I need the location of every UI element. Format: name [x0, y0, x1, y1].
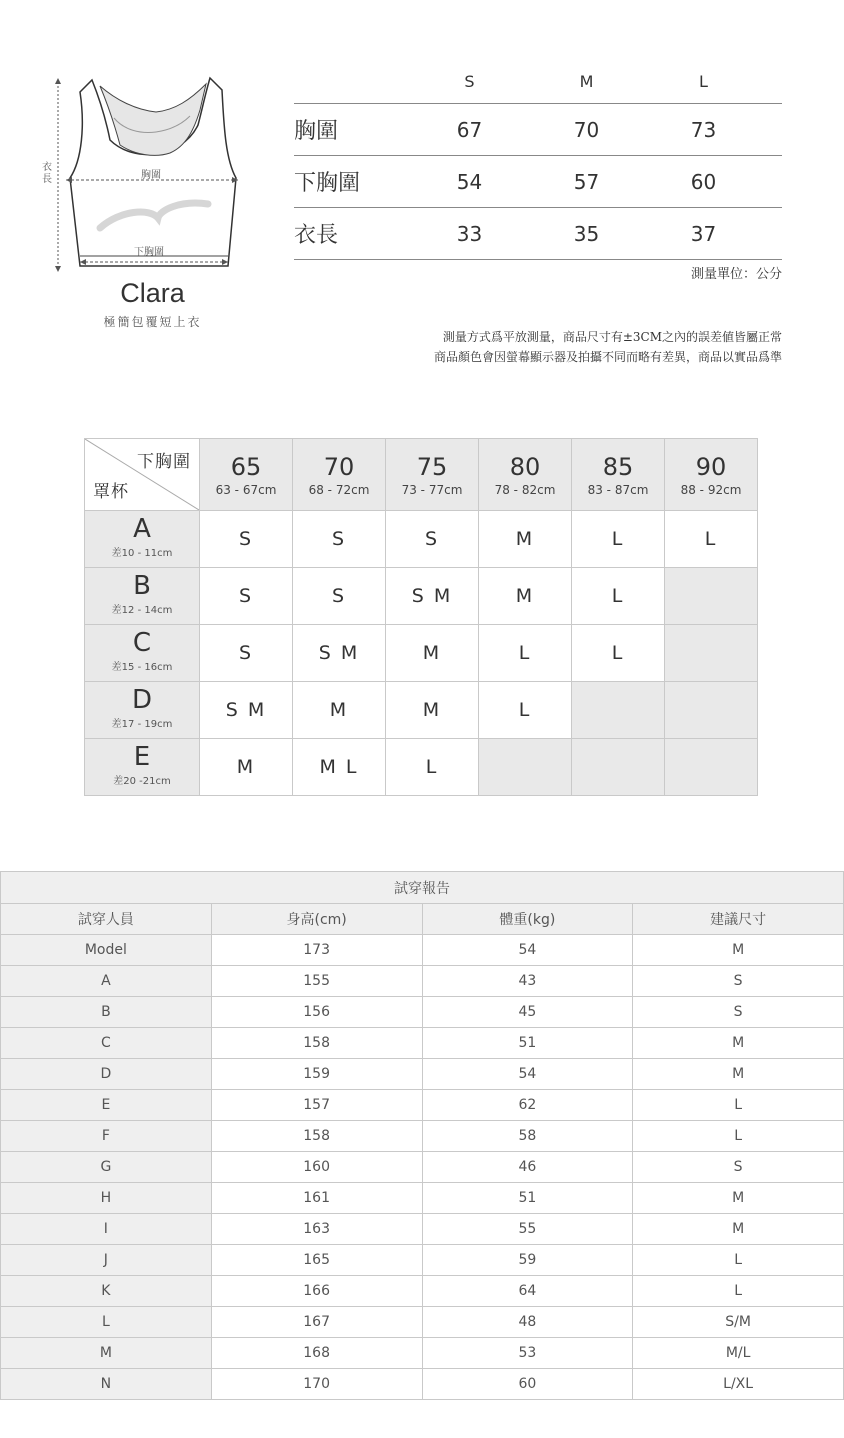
cup-size-cell: M [479, 568, 572, 625]
fit-weight: 45 [422, 997, 633, 1028]
measurement-value: 37 [690, 221, 717, 246]
fit-height: 158 [211, 1028, 422, 1059]
measurement-value: 33 [456, 221, 483, 246]
fit-weight: 51 [422, 1183, 633, 1214]
fit-size: S [633, 997, 844, 1028]
band-number: 75 [416, 452, 448, 481]
cup-size-cell: M L [293, 739, 386, 796]
table-row [1, 1214, 844, 1245]
cup-size-cell: L [572, 568, 665, 625]
measurement-value: 35 [573, 221, 600, 246]
cup-size-cell: S [200, 625, 293, 682]
fit-height: 161 [211, 1183, 422, 1214]
cup-size-cell: S [293, 568, 386, 625]
fit-tester: J [1, 1245, 212, 1276]
corner-label-underbust: 下胸圍 [137, 452, 191, 472]
underbust-label: 下胸圍 [134, 247, 164, 258]
size-header: S [464, 72, 475, 91]
cup-size-cell: L [665, 511, 758, 568]
cup-letter: E [133, 742, 151, 772]
fit-tester: D [1, 1059, 212, 1090]
fit-height: 158 [211, 1121, 422, 1152]
fit-height: 159 [211, 1059, 422, 1090]
fit-height: 168 [211, 1338, 422, 1369]
measurement-row [294, 104, 782, 156]
fit-size: M [633, 1183, 844, 1214]
cup-size-cell: L [479, 682, 572, 739]
table-row [1, 1152, 844, 1183]
cup-size-cell: S M [386, 568, 479, 625]
cup-size-cell: L [479, 625, 572, 682]
fit-size: L [633, 1121, 844, 1152]
fit-height: 160 [211, 1152, 422, 1183]
fit-height: 173 [211, 935, 422, 966]
measurement-row [294, 208, 782, 260]
fit-height: 157 [211, 1090, 422, 1121]
fit-height: 166 [211, 1276, 422, 1307]
fit-size: M [633, 935, 844, 966]
fit-weight: 64 [422, 1276, 633, 1307]
band-header [572, 439, 665, 511]
cup-cell-empty [665, 568, 758, 625]
cup-letter: C [132, 628, 152, 658]
fit-height: 163 [211, 1214, 422, 1245]
measurement-value: 73 [690, 117, 717, 142]
fit-size: M [633, 1028, 844, 1059]
table-row [1, 1245, 844, 1276]
cup-row-e [85, 739, 758, 796]
cup-cell-empty [572, 739, 665, 796]
cup-row-d [85, 682, 758, 739]
size-header: M [579, 72, 594, 91]
product-name: Clara [120, 278, 185, 308]
cup-difference: 差20 -21cm [113, 776, 171, 787]
cup-letter: B [133, 571, 151, 601]
size-info-section [0, 0, 844, 390]
cup-letter: A [133, 514, 151, 544]
fit-weight: 62 [422, 1090, 633, 1121]
cup-size-chart [84, 438, 758, 796]
cup-size-cell: S [200, 511, 293, 568]
fit-size: L/XL [633, 1369, 844, 1400]
cup-size-cell: M [479, 511, 572, 568]
band-number: 65 [230, 452, 262, 481]
cup-row-c [85, 625, 758, 682]
measurement-value: 54 [456, 169, 483, 194]
table-row [1, 1059, 844, 1090]
table-row [1, 997, 844, 1028]
size-header: L [699, 72, 708, 91]
measurement-value: 60 [690, 169, 717, 194]
measurement-table [294, 60, 782, 260]
fit-weight: 43 [422, 966, 633, 997]
fit-header-height: 身高(cm) [211, 904, 422, 935]
fit-tester: A [1, 966, 212, 997]
fit-size: S [633, 966, 844, 997]
fit-tester: E [1, 1090, 212, 1121]
cup-difference: 差10 - 11cm [111, 548, 173, 559]
fit-weight: 60 [422, 1369, 633, 1400]
band-range: 83 - 87cm [587, 482, 649, 497]
measurement-value: 67 [456, 117, 483, 142]
cup-cell-empty [665, 682, 758, 739]
fit-report-title-row [1, 872, 844, 904]
fit-tester: C [1, 1028, 212, 1059]
cup-header [85, 739, 200, 796]
fit-tester: B [1, 997, 212, 1028]
cup-header [85, 682, 200, 739]
measurement-note-line: 測量方式爲平放測量，商品尺寸有±3CM之內的誤差値皆屬正常 [442, 330, 782, 344]
band-header [386, 439, 479, 511]
fit-height: 156 [211, 997, 422, 1028]
cup-cell-empty [665, 739, 758, 796]
fit-report-body [1, 935, 844, 1400]
fit-weight: 46 [422, 1152, 633, 1183]
fit-size: L [633, 1276, 844, 1307]
fit-size: M/L [633, 1338, 844, 1369]
table-row [1, 1276, 844, 1307]
table-row [1, 1183, 844, 1214]
cup-size-cell: M [386, 625, 479, 682]
table-row [1, 1121, 844, 1152]
fit-weight: 51 [422, 1028, 633, 1059]
cup-letter: D [131, 685, 153, 715]
fit-weight: 53 [422, 1338, 633, 1369]
table-row [1, 1090, 844, 1121]
band-range: 88 - 92cm [680, 482, 742, 497]
fit-weight: 54 [422, 1059, 633, 1090]
fit-height: 167 [211, 1307, 422, 1338]
fit-size: S [633, 1152, 844, 1183]
fit-header-tester: 試穿人員 [1, 904, 212, 935]
fit-tester: K [1, 1276, 212, 1307]
band-number: 80 [509, 452, 541, 481]
cup-chart-body [85, 511, 758, 796]
fit-size: L [633, 1245, 844, 1276]
fit-height: 165 [211, 1245, 422, 1276]
measurement-value: 70 [573, 117, 600, 142]
cup-header [85, 625, 200, 682]
cup-size-cell: L [386, 739, 479, 796]
band-header [293, 439, 386, 511]
cup-size-cell: M [386, 682, 479, 739]
band-range: 68 - 72cm [308, 482, 370, 497]
fit-tester: Model [1, 935, 212, 966]
fit-header-size: 建議尺寸 [633, 904, 844, 935]
corner-label-cup: 罩杯 [93, 482, 129, 502]
band-range: 73 - 77cm [401, 482, 463, 497]
cup-row-b [85, 568, 758, 625]
fit-header-weight: 體重(kg) [422, 904, 633, 935]
cup-size-cell: S [200, 568, 293, 625]
measurement-note [434, 327, 782, 367]
cup-chart-corner [85, 439, 200, 511]
fit-weight: 48 [422, 1307, 633, 1338]
cup-chart-header-row [85, 439, 758, 511]
measurement-label: 胸圍 [294, 119, 339, 144]
fit-height: 170 [211, 1369, 422, 1400]
fit-tester: F [1, 1121, 212, 1152]
length-label: 衣長 [42, 162, 52, 185]
fit-weight: 55 [422, 1214, 633, 1245]
cup-size-cell: M [200, 739, 293, 796]
fit-tester: H [1, 1183, 212, 1214]
fit-report-table [0, 871, 844, 1400]
cup-header [85, 568, 200, 625]
bust-label: 胸圍 [141, 170, 161, 181]
measurement-row [294, 156, 782, 208]
cup-size-cell: M [293, 682, 386, 739]
fit-weight: 54 [422, 935, 633, 966]
measurement-value: 57 [573, 169, 600, 194]
cup-row-a [85, 511, 758, 568]
cup-size-cell: S [293, 511, 386, 568]
band-header [665, 439, 758, 511]
band-number: 70 [323, 452, 355, 481]
cup-difference: 差12 - 14cm [111, 605, 173, 616]
cup-size-cell: S M [200, 682, 293, 739]
fit-weight: 58 [422, 1121, 633, 1152]
band-header [200, 439, 293, 511]
product-subtitle: 極簡包覆短上衣 [103, 315, 202, 329]
cup-difference: 差15 - 16cm [111, 662, 173, 673]
fit-report-title: 試穿報告 [1, 872, 844, 904]
fit-tester: G [1, 1152, 212, 1183]
measurement-header-row [294, 60, 782, 104]
band-number: 90 [695, 452, 727, 481]
cup-size-cell: L [572, 511, 665, 568]
fit-tester: M [1, 1338, 212, 1369]
table-row [1, 966, 844, 997]
measurement-label: 衣長 [294, 223, 339, 248]
cup-size-cell: S M [293, 625, 386, 682]
fit-size: S/M [633, 1307, 844, 1338]
measurement-note-line: 商品顏色會因螢幕顯示器及拍攝不同而略有差異，商品以實品爲準 [433, 350, 782, 364]
cup-size-cell: S [386, 511, 479, 568]
band-range: 63 - 67cm [215, 482, 277, 497]
band-range: 78 - 82cm [494, 482, 556, 497]
measurement-unit: 測量單位：公分 [690, 267, 782, 282]
cup-cell-empty [479, 739, 572, 796]
fit-height: 155 [211, 966, 422, 997]
band-number: 85 [602, 452, 634, 481]
cup-cell-empty [665, 625, 758, 682]
cup-cell-empty [572, 682, 665, 739]
cup-header [85, 511, 200, 568]
table-row [1, 935, 844, 966]
cup-difference: 差17 - 19cm [111, 719, 173, 730]
fit-size: M [633, 1214, 844, 1245]
measurement-label: 下胸圍 [294, 171, 361, 196]
fit-tester: L [1, 1307, 212, 1338]
table-row [1, 1028, 844, 1059]
fit-weight: 59 [422, 1245, 633, 1276]
table-row [1, 1369, 844, 1400]
cup-size-cell: L [572, 625, 665, 682]
fit-size: M [633, 1059, 844, 1090]
fit-report-header-row [1, 904, 844, 935]
fit-size: L [633, 1090, 844, 1121]
fit-tester: I [1, 1214, 212, 1245]
table-row [1, 1307, 844, 1338]
band-header [479, 439, 572, 511]
fit-tester: N [1, 1369, 212, 1400]
table-row [1, 1338, 844, 1369]
